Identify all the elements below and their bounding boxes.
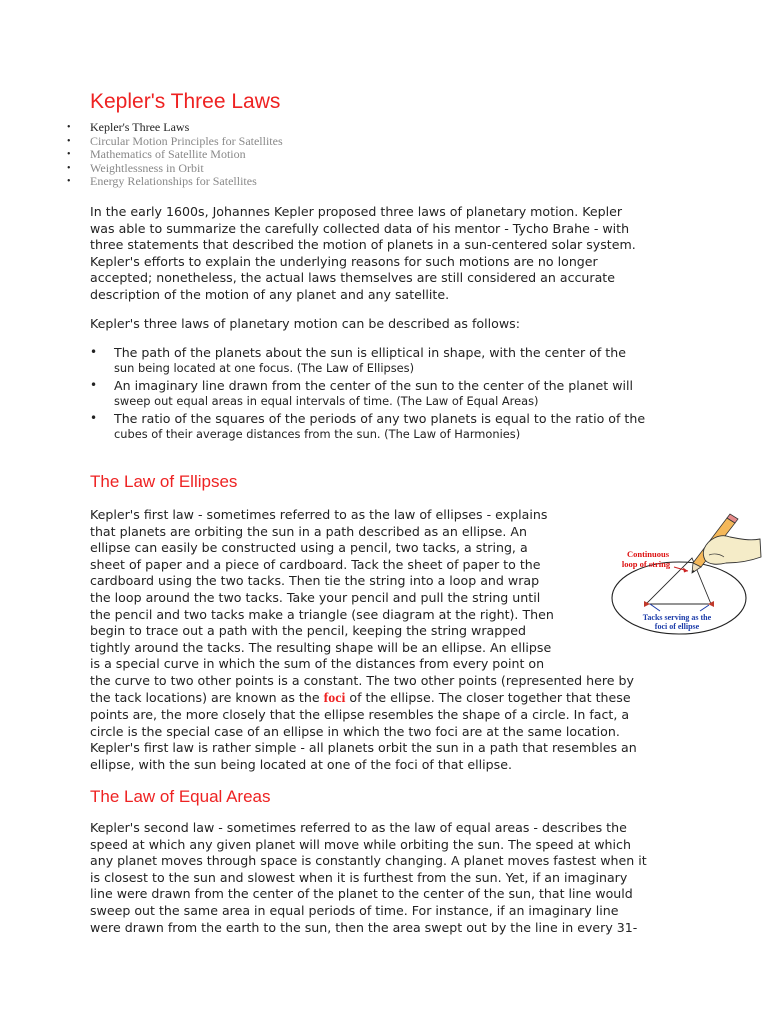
- topic-link-keplers-laws[interactable]: • Kepler's Three Laws: [67, 121, 397, 135]
- ellipse-construction-diagram: [608, 511, 763, 636]
- laws-intro-paragraph: Kepler's three laws of planetary motion can be described as follows:: [90, 316, 520, 331]
- label-foci-of-ellipse: foci of ellipse: [654, 622, 700, 631]
- law-item-ellipses: • The path of the planets about the sun is elliptical in shape, with the center of the sun being located at one focus. (The Law of Ellipses): [90, 345, 675, 376]
- topic-link-energy[interactable]: • Energy Relationships for Satellites: [67, 175, 397, 189]
- hand-icon: [703, 536, 761, 565]
- law-item-harmonies: • The ratio of the squares of the periods of any two planets is equal to the ratio of the cubes of their average distances from the sun. (The Law of Harmonies): [90, 411, 675, 442]
- laws-list: [90, 345, 675, 444]
- tack-arrow-left: [650, 604, 660, 611]
- tack-arrow-right: [700, 605, 709, 611]
- ellipses-paragraph: Kepler's first law - sometimes referred to as the law of ellipses - explains that planets are orbiting the sun in a path described as an ellipse. An ellipse can easily be constructed using a pencil, two tacks, a string, a sheet of paper and a piece of cardboard. Tack the sheet of paper to the cardboard using the two tacks. Then tie the string into a loop and wrap the loop around the two tacks. Take your pencil and pull the string until the pencil and two tacks make a triangle (see diagram at the right). Then begin to trace out a path with the pencil, keeping the string wrapped tightly around the tacks. The resulting shape will be an ellipse. An ellipse is a special curve in which the sum of the distances from every point on the curve to two other points is a constant. The two other points (represented here by the tack locations) are known as the foci of the ellipse. The closer together that these points are, the more closely that the ellipse resembles the shape of a circle. In fact, a circle is the special case of an ellipse in which the two foci are at the same location. Kepler's first law is rather simple - all planets orbit the sun in a path that resembles an ellipse, with the sun being located at one of the foci of that ellipse.: [90, 507, 637, 772]
- section-heading-ellipses: The Law of Ellipses: [90, 472, 238, 491]
- equal-areas-paragraph: Kepler's second law - sometimes referred to as the law of equal areas - describes the speed at which any given planet will move while orbiting the sun. The speed at which any planet moves through space is constantly changing. A planet moves fastest when it is closest to the sun and slowest when it is furthest from the sun. Yet, if an imaginary line were drawn from the center of the planet to the center of the sun, that line would sweep out the same area in equal periods of time. For instance, if an imaginary line were drawn from the earth to the sun, then the area swept out by the line in every 31-: [90, 820, 647, 935]
- label-tacks-serving: Tacks serving as the: [642, 613, 712, 622]
- page-title: Kepler's Three Laws: [90, 90, 281, 113]
- tack-left-icon: [644, 601, 650, 607]
- pointer-arrowhead: [683, 568, 688, 573]
- topic-link-circular-motion[interactable]: • Circular Motion Principles for Satellites: [67, 135, 397, 149]
- topic-list: [67, 121, 397, 189]
- intro-paragraph: In the early 1600s, Johannes Kepler proposed three laws of planetary motion. Kepler was able to summarize the carefully collected data of his mentor - Tycho Brahe - with three statements that described the motion of planets in a sun-centered solar system. Kepler's efforts to explain the underlying reasons for such motions are no longer accepted; nonetheless, the actual laws themselves are still considered an accurate description of the motion of any planet and any satellite.: [90, 204, 636, 302]
- topic-link-weightlessness[interactable]: • Weightlessness in Orbit: [67, 162, 397, 176]
- law-item-equal-areas: • An imaginary line drawn from the center of the sun to the center of the planet will sweep out equal areas in equal intervals of time. (The Law of Equal Areas): [90, 378, 675, 409]
- tack-right-icon: [708, 601, 714, 607]
- section-heading-equal-areas: The Law of Equal Areas: [90, 787, 271, 806]
- label-continuous: Continuous: [626, 549, 670, 559]
- label-loop-of-string: loop of string: [621, 559, 671, 569]
- topic-link-mathematics[interactable]: • Mathematics of Satellite Motion: [67, 148, 397, 162]
- foci-term: foci: [323, 690, 346, 706]
